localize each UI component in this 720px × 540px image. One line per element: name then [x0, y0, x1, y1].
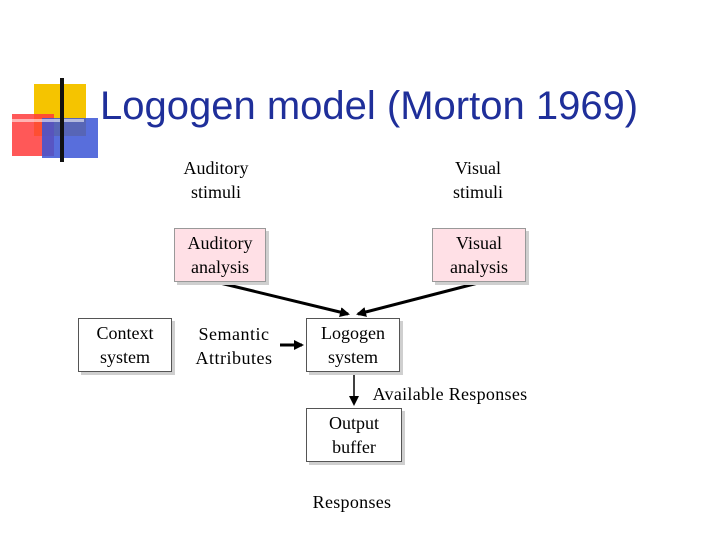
- responses-label: Responses: [312, 492, 392, 512]
- arrow-auditory-to-logogen: [220, 283, 348, 314]
- output-buffer-box: Output buffer: [306, 408, 402, 462]
- logogen-system-box: Logogen system: [306, 318, 400, 372]
- context-system-box: Context system: [78, 318, 172, 372]
- visual-stimuli-label: Visual stimuli: [452, 158, 503, 202]
- page-title: Logogen model (Morton 1969): [100, 84, 639, 128]
- semantic-attributes-label: Semantic Attributes: [195, 324, 273, 368]
- visual-analysis-box: Visual analysis: [432, 228, 526, 282]
- arrow-visual-to-logogen: [358, 283, 478, 314]
- available-responses-label: Available Responses: [372, 384, 528, 404]
- auditory-analysis-box: Auditory analysis: [174, 228, 266, 282]
- auditory-stimuli-label: Auditory stimuli: [183, 158, 249, 202]
